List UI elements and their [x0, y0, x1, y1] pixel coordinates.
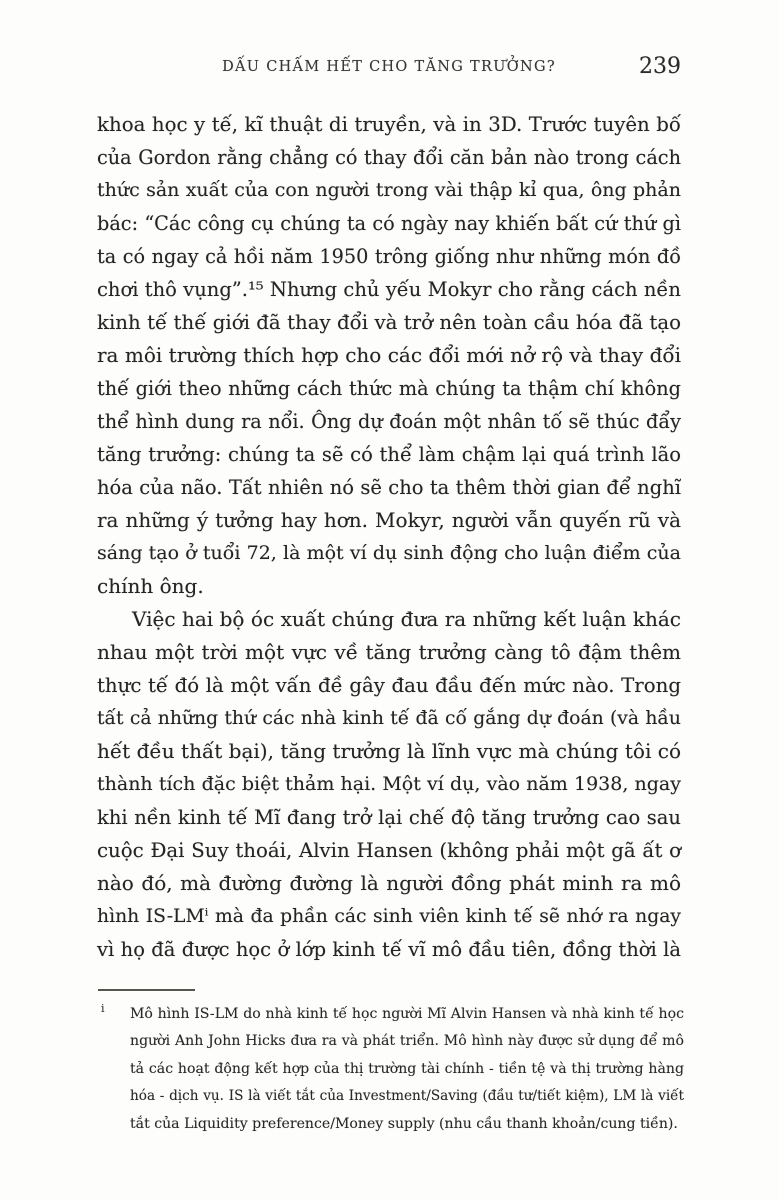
body-text-line: ta có ngay cả hồi năm 1950 trông giống như những món đồ	[97, 245, 681, 268]
running-head-title: DẤU CHẤM HẾT CHO TĂNG TRƯỞNG?	[222, 59, 556, 75]
body-text-line: của Gordon rằng chẳng có thay đổi căn bản nào trong cách	[97, 146, 681, 169]
body-text-line: ra những ý tưởng hay hơn. Mokyr, người vẫn quyến rũ và	[97, 508, 681, 532]
body-text-line: nhau một trời một vực về tăng trưởng càng tô đậm thêm	[97, 640, 681, 664]
footnote-line: Mô hình IS-LM do nhà kinh tế học người Mĩ Alvin Hansen và nhà kinh tế học	[130, 1006, 684, 1022]
body-text-line: tất cả những thứ các nhà kinh tế đã cố gắng dự đoán (và hầu	[97, 708, 681, 729]
footnote-line: người Anh John Hicks đưa ra và phát triển. Mô hình này được sử dụng để mô	[130, 1033, 684, 1050]
body-text-line: thế giới theo những cách thức mà chúng ta thậm chí không	[97, 377, 681, 400]
body-text-line: kinh tế thế giới đã thay đổi và trở nên toàn cầu hóa đã tạo	[97, 311, 681, 334]
footnote-separator-rule	[98, 989, 195, 991]
body-text-line: chơi thô vụng”.¹⁵ Nhưng chủ yếu Mokyr cho rằng cách nền	[97, 278, 681, 301]
footnote-line: tắt của Liquidity preference/Money supply (nhu cầu thanh khoản/cung tiền).	[130, 1115, 678, 1132]
body-text-line: cuộc Đại Suy thoái, Alvin Hansen (không phải một gã ất ơ	[97, 839, 681, 862]
body-text-line: thể hình dung ra nổi. Ông dự đoán một nhân tố sẽ thúc đẩy	[97, 410, 681, 433]
footnote	[97, 1001, 684, 1138]
body-text-line: hình IS-LMⁱ mà đa phần các sinh viên kinh tế sẽ nhớ ra ngay	[97, 906, 681, 927]
body-text-line: bác: “Các công cụ chúng ta có ngày nay khiến bất cứ thứ gì	[97, 212, 681, 235]
body-text-line: thực tế đó là một vấn đề gây đau đầu đến mức nào. Trong	[97, 674, 681, 697]
body-text-line: hóa của não. Tất nhiên nó sẽ cho ta thêm thời gian để nghĩ	[97, 476, 681, 499]
body-text-line: ra môi trường thích hợp cho các đổi mới nở rộ và thay đổi	[97, 343, 681, 367]
footnote-line: hóa - dịch vụ. IS là viết tắt của Investment/Saving (đầu tư/tiết kiệm), LM là viết	[130, 1088, 684, 1105]
body-text	[97, 108, 681, 966]
body-text-line: sáng tạo ở tuổi 72, là một ví dụ sinh động cho luận điểm của	[97, 542, 681, 564]
body-text-line: thành tích đặc biệt thảm hại. Một ví dụ, vào năm 1938, ngay	[97, 773, 681, 795]
body-text-line: khi nền kinh tế Mĩ đang trở lại chế độ tăng trưởng cao sau	[97, 806, 681, 829]
body-text-line: khoa học y tế, kĩ thuật di truyền, và in 3D. Trước tuyên bố	[97, 113, 681, 136]
body-text-line: hết đều thất bại), tăng trưởng là lĩnh vực mà chúng tôi có	[97, 739, 681, 763]
footnote-marker: i	[101, 1002, 105, 1015]
body-text-line: nào đó, mà đường đường là người đồng phát minh ra mô	[97, 871, 681, 895]
body-text-line: chính ông.	[97, 574, 204, 598]
body-text-line: tăng trưởng: chúng ta sẽ có thể làm chậm lại quá trình lão	[97, 443, 681, 466]
body-text-line: thức sản xuất của con người trong vài thập kỉ qua, ông phản	[97, 179, 681, 201]
footnote-text	[130, 1001, 684, 1138]
body-text-line: vì họ đã được học ở lớp kinh tế vĩ mô đầu tiên, đồng thời là	[97, 938, 681, 961]
page-number: 239	[639, 54, 681, 79]
body-text-line: Việc hai bộ óc xuất chúng đưa ra những kết luận khác	[132, 607, 681, 631]
page-header	[97, 55, 681, 79]
footnote-line: tả các hoạt động kết hợp của thị trường tài chính - tiền tệ và thị trường hàng	[130, 1060, 684, 1077]
